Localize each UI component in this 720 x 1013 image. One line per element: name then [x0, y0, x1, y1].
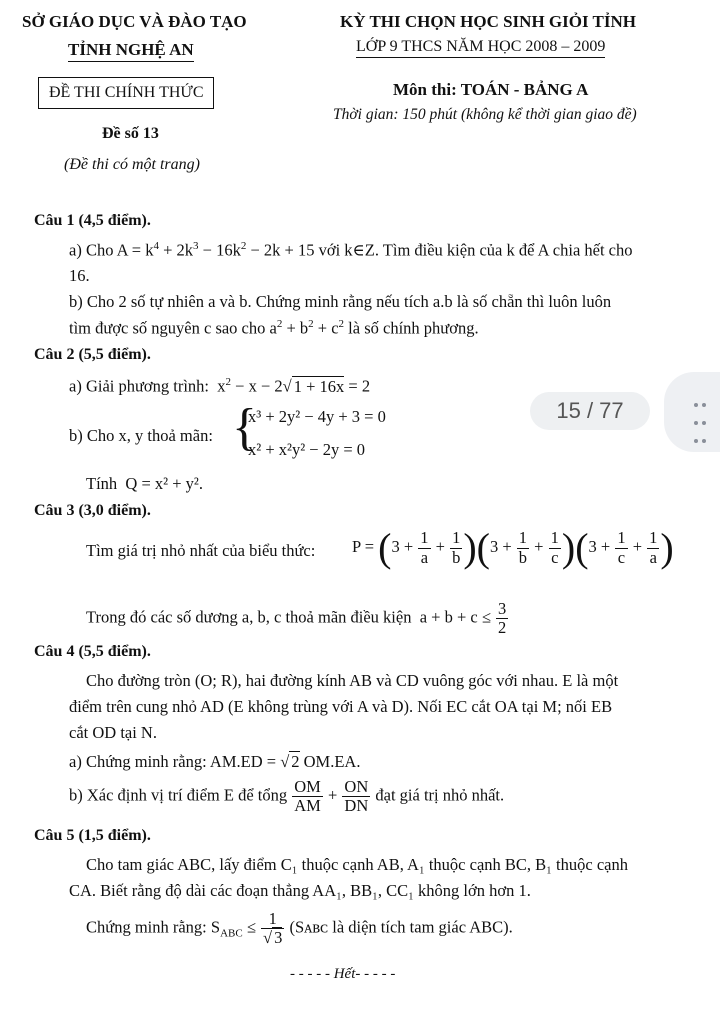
q3-title: Câu 3 (3,0 điểm).	[34, 502, 151, 519]
q2-title: Câu 2 (5,5 điểm).	[34, 346, 151, 363]
q5-prove: Chứng minh rằng: $S_{ABC}$ ≤ $\frac{1}{√ 3}$ (Sᴀʙᴄ là diện tích tam giác ABC).	[86, 909, 513, 948]
province-name: TỈNH NGHỆ AN	[68, 40, 194, 62]
q1-b-prefix: tìm được số nguyên c sao cho a	[69, 318, 277, 338]
system-eq1: x³ + 2y² − 4y + 3 = 0	[248, 407, 386, 426]
exam-number: Đề số 13	[102, 125, 159, 142]
q4-title: Câu 4 (5,5 điểm).	[34, 643, 151, 660]
exam-subtitle: LỚP 9 THCS NĂM HỌC 2008 – 2009	[356, 38, 605, 58]
q5-line2: CA. Biết rằng độ dài các đoạn thẳng AA₁, BB₁, CC₁ không lớn hơn 1.	[69, 881, 531, 900]
q4-a-prefix: a) Chứng minh rằng: AM.ED =	[69, 752, 277, 771]
time-label: Thời gian: 150 phút (không kể thời gian giao đề)	[333, 106, 637, 123]
q4-line3: cắt OD tại N.	[69, 723, 157, 742]
q2-b-label: b) Cho x, y thoả mãn:	[69, 426, 213, 445]
q5-prove-suffix: (Sᴀʙᴄ là diện tích tam giác ABC).	[289, 917, 513, 937]
q3-line2-text: Trong đó các số dương a, b, c thoả mãn điều kiện	[86, 607, 412, 627]
q3-line2: Trong đó các số dương a, b, c thoả mãn điều kiện a + b + c ≤ $\frac{3}{2}$	[86, 599, 507, 638]
q1-part-b-line2: tìm được số nguyên c sao cho $a^2 + b^2 + c^2$ là số chính phương.	[69, 318, 479, 338]
q4-part-b: b) Xác định vị trí điểm E để tổng $\frac{OM}{AM}$ + $\frac{ON}{DN}$ đạt giá trị nhỏ nhất.	[69, 777, 505, 816]
q1-b-suffix: là số chính phương.	[344, 318, 479, 338]
q1-title: Câu 1 (4,5 điểm).	[34, 212, 151, 229]
q2-part-a: a) Giải phương trình: $x^2 - x - 2√$ 1 + 16x = 2	[69, 376, 371, 396]
q3-line1-text: Tìm giá trị nhỏ nhất của biểu thức:	[86, 541, 316, 560]
official-exam-box: ĐỀ THI CHÍNH THỨC	[38, 77, 214, 109]
system-eq2: x² + x²y² − 2y = 0	[248, 440, 366, 459]
q4-line2: điểm trên cung nhỏ AD (E không trùng với A và D). Nối EC cắt OA tại M; nối EB	[69, 697, 613, 716]
q1-part-a: a) Cho $A = k^4 + 2k^3 - 16k^2 - 2k + 15$ với k∈Z. Tìm điều kiện của k để A chia hết cho	[69, 240, 633, 260]
q4-a-suffix: OM.EA.	[303, 752, 361, 771]
q2-a-label: a) Giải phương trình:	[69, 376, 210, 396]
q4-line1: Cho đường tròn (O; R), hai đường kính AB và CD vuông góc với nhau. E là một	[86, 671, 619, 690]
q1-a-prefix: a) Cho A = k	[69, 240, 154, 260]
q1-a-suffix: . Tìm điều kiện của k để A chia hết cho	[374, 240, 633, 260]
grip-icon[interactable]	[692, 396, 710, 450]
q4-b-prefix: b) Xác định vị trí điểm E để tổng	[69, 785, 288, 805]
q1-part-b-line1: b) Cho 2 số tự nhiên a và b. Chứng minh rằng nếu tích a.b là số chẵn thì luôn luôn	[69, 292, 612, 311]
q5-title: Câu 5 (1,5 điểm).	[34, 827, 151, 844]
q3-expression: P = (3 + $\frac{1}{a}$ + $\frac{1}{b}$ )(3 + $\frac{1}{b}$ + $\frac{1}{c}$ )(3 + $\frac{1}{c}$ + $\frac{1}{a}$ )	[352, 525, 674, 570]
subject-label: Môn thi: TOÁN - BẢNG A	[393, 80, 589, 99]
page-note: (Đề thi có một trang)	[64, 156, 200, 173]
page-indicator: 15 / 77	[530, 392, 650, 430]
q1-part-a-line2: 16.	[69, 266, 90, 285]
q3-line1	[86, 541, 315, 561]
q4-part-a: a) Chứng minh rằng: AM.ED = √ 2 OM.EA.	[69, 752, 361, 771]
q4-b-suffix: đạt giá trị nhỏ nhất.	[375, 785, 505, 805]
q2-tinh-expr: Q = x² + y².	[125, 474, 203, 493]
q5-prove-prefix: Chứng minh rằng:	[86, 917, 207, 937]
department-name: SỞ GIÁO DỤC VÀ ĐÀO TẠO	[22, 12, 247, 31]
q2-compute	[86, 474, 203, 494]
exam-title: KỲ THI CHỌN HỌC SINH GIỎI TỈNH	[340, 12, 636, 31]
end-marker: - - - - - Hết- - - - -	[290, 966, 396, 982]
q2-tinh-label: Tính	[86, 474, 118, 493]
system-brace: {	[232, 399, 257, 456]
q5-line1: Cho tam giác ABC, lấy điểm C₁ thuộc cạnh AB, A₁ thuộc cạnh BC, B₁ thuộc cạnh	[86, 855, 628, 874]
